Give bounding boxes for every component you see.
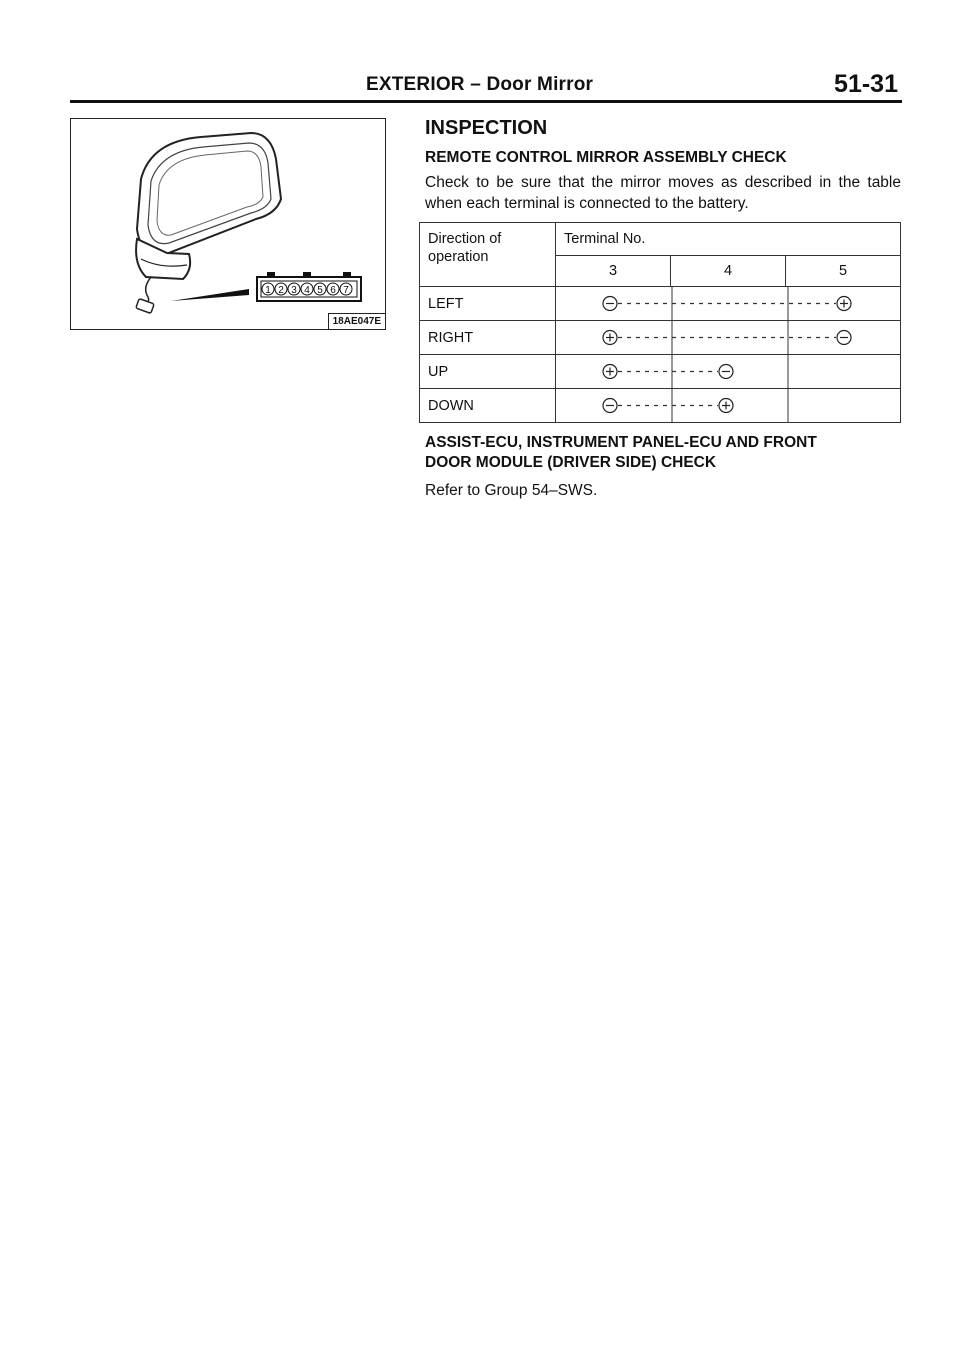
connection-cell — [556, 355, 901, 389]
connection-diagram — [556, 287, 900, 320]
table-row — [420, 321, 901, 355]
connection-diagram — [556, 389, 900, 422]
negative-terminal-icon — [719, 365, 733, 379]
header-rule — [70, 100, 902, 103]
page-header-title: EXTERIOR – Door Mirror — [366, 74, 594, 95]
remote-check-text: Check to be sure that the mirror moves as described in the table when each terminal is connected to the battery. — [425, 174, 901, 212]
connector-pin: 1 — [265, 285, 271, 296]
connection-cell — [556, 321, 901, 355]
terminal-number: 4 — [671, 256, 786, 287]
direction-header: Direction of operation — [420, 223, 556, 287]
direction-label: LEFT — [420, 287, 556, 321]
connector-pin: 3 — [291, 285, 297, 296]
connection-diagram — [556, 321, 900, 354]
connector-pin: 7 — [343, 285, 349, 296]
direction-label: RIGHT — [420, 321, 556, 355]
connector-pin: 2 — [278, 285, 284, 296]
table-row — [420, 389, 901, 423]
connection-cell — [556, 389, 901, 423]
section-heading-inspection: INSPECTION — [425, 117, 548, 139]
positive-terminal-icon — [837, 297, 851, 311]
direction-label: UP — [420, 355, 556, 389]
connection-diagram — [556, 355, 900, 388]
terminal-table — [419, 222, 901, 423]
terminal-number: 3 — [556, 256, 671, 287]
terminal-number: 5 — [786, 256, 901, 287]
table-row — [420, 287, 901, 321]
connector-pin: 4 — [304, 285, 310, 296]
connector-pin: 5 — [317, 285, 323, 296]
connector-pin: 6 — [330, 285, 336, 296]
remote-check-heading: REMOTE CONTROL MIRROR ASSEMBLY CHECK — [425, 149, 787, 166]
positive-terminal-icon — [603, 331, 617, 345]
negative-terminal-icon — [837, 331, 851, 345]
ecu-check-heading-line2: DOOR MODULE (DRIVER SIDE) CHECK — [425, 454, 717, 471]
negative-terminal-icon — [603, 297, 617, 311]
ecu-check-text: Refer to Group 54–SWS. — [425, 482, 598, 499]
terminal-header: Terminal No. — [556, 223, 901, 256]
direction-label: DOWN — [420, 389, 556, 423]
positive-terminal-icon — [603, 365, 617, 379]
connection-cell — [556, 287, 901, 321]
ecu-check-heading-line1: ASSIST-ECU, INSTRUMENT PANEL-ECU AND FRONT — [425, 434, 817, 451]
mirror-figure — [70, 118, 386, 330]
positive-terminal-icon — [719, 399, 733, 413]
figure-code: 18AE047E — [328, 313, 385, 329]
negative-terminal-icon — [603, 399, 617, 413]
page-number: 51-31 — [834, 70, 898, 98]
table-row — [420, 355, 901, 389]
door-mirror-illustration — [71, 119, 385, 329]
